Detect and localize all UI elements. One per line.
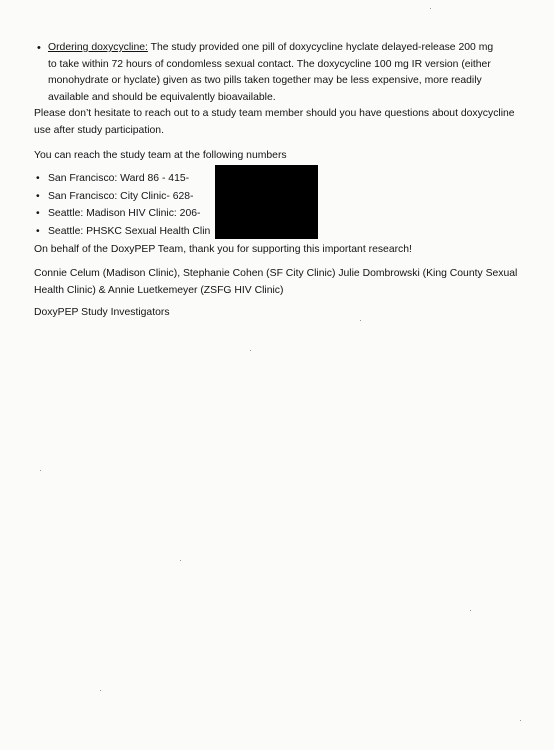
ordering-line-4: available and should be equivalently bioavailable.: [48, 91, 276, 103]
redaction-box: [215, 165, 318, 239]
scan-speck: [520, 720, 521, 721]
phone-item: [36, 205, 210, 223]
phone-list: [36, 170, 211, 240]
bullet-marker: •: [36, 225, 40, 237]
bullet-marker: •: [36, 208, 40, 220]
phone-text: Seattle: PHSKC Sexual Health Clin: [48, 225, 211, 237]
ordering-bullet: [37, 40, 528, 106]
ordering-line-1: The study provided one pill of doxycycline hyclate delayed-release 200 mg: [147, 42, 494, 53]
phone-text: San Francisco: Ward 86 - 415-: [48, 173, 190, 184]
questions-line-1: Please don’t hesitate to reach out to a study team member should you have questions about doxycycline: [34, 108, 515, 119]
investigators-paragraph: [34, 266, 534, 299]
ordering-line-3: monohydrate or hyclate) given as two pills taken together may be less expensive, more readily: [48, 75, 482, 86]
scan-speck: [430, 8, 431, 9]
bullet-marker: •: [36, 190, 40, 202]
bullet-marker: •: [37, 42, 41, 54]
questions-line-2: use after study participation.: [34, 124, 164, 136]
bullet-marker: •: [36, 173, 40, 184]
signature: DoxyPEP Study Investigators: [34, 307, 170, 318]
investigators-line-2: Health Clinic) & Annie Luetkemeyer (ZSFG HIV Clinic): [34, 284, 284, 296]
phone-item: [36, 223, 211, 241]
questions-paragraph: [34, 106, 534, 139]
ordering-heading: Ordering doxycycline:: [48, 42, 148, 53]
scan-speck: [250, 350, 251, 351]
thanks-text: On behalf of the DoxyPEP Team, thank you for supporting this important research!: [34, 244, 412, 255]
phone-text: San Francisco: City Clinic- 628-: [48, 190, 194, 202]
ordering-line-2: to take within 72 hours of condomless sexual contact. The doxycycline 100 mg IR version (either: [48, 58, 491, 70]
phone-item: [36, 188, 210, 206]
phone-text: Seattle: Madison HIV Clinic: 206-: [48, 208, 201, 220]
investigators-line-1: Connie Celum (Madison Clinic), Stephanie Cohen (SF City Clinic) Julie Dombrowski (King County Sexual: [34, 268, 518, 279]
scan-speck: [180, 560, 181, 561]
scan-speck: [40, 470, 41, 471]
scan-speck: [360, 320, 361, 321]
phone-item: [36, 170, 210, 188]
reach-text: You can reach the study team at the following numbers: [34, 150, 287, 161]
scan-speck: [470, 610, 471, 611]
scan-speck: [100, 690, 101, 691]
